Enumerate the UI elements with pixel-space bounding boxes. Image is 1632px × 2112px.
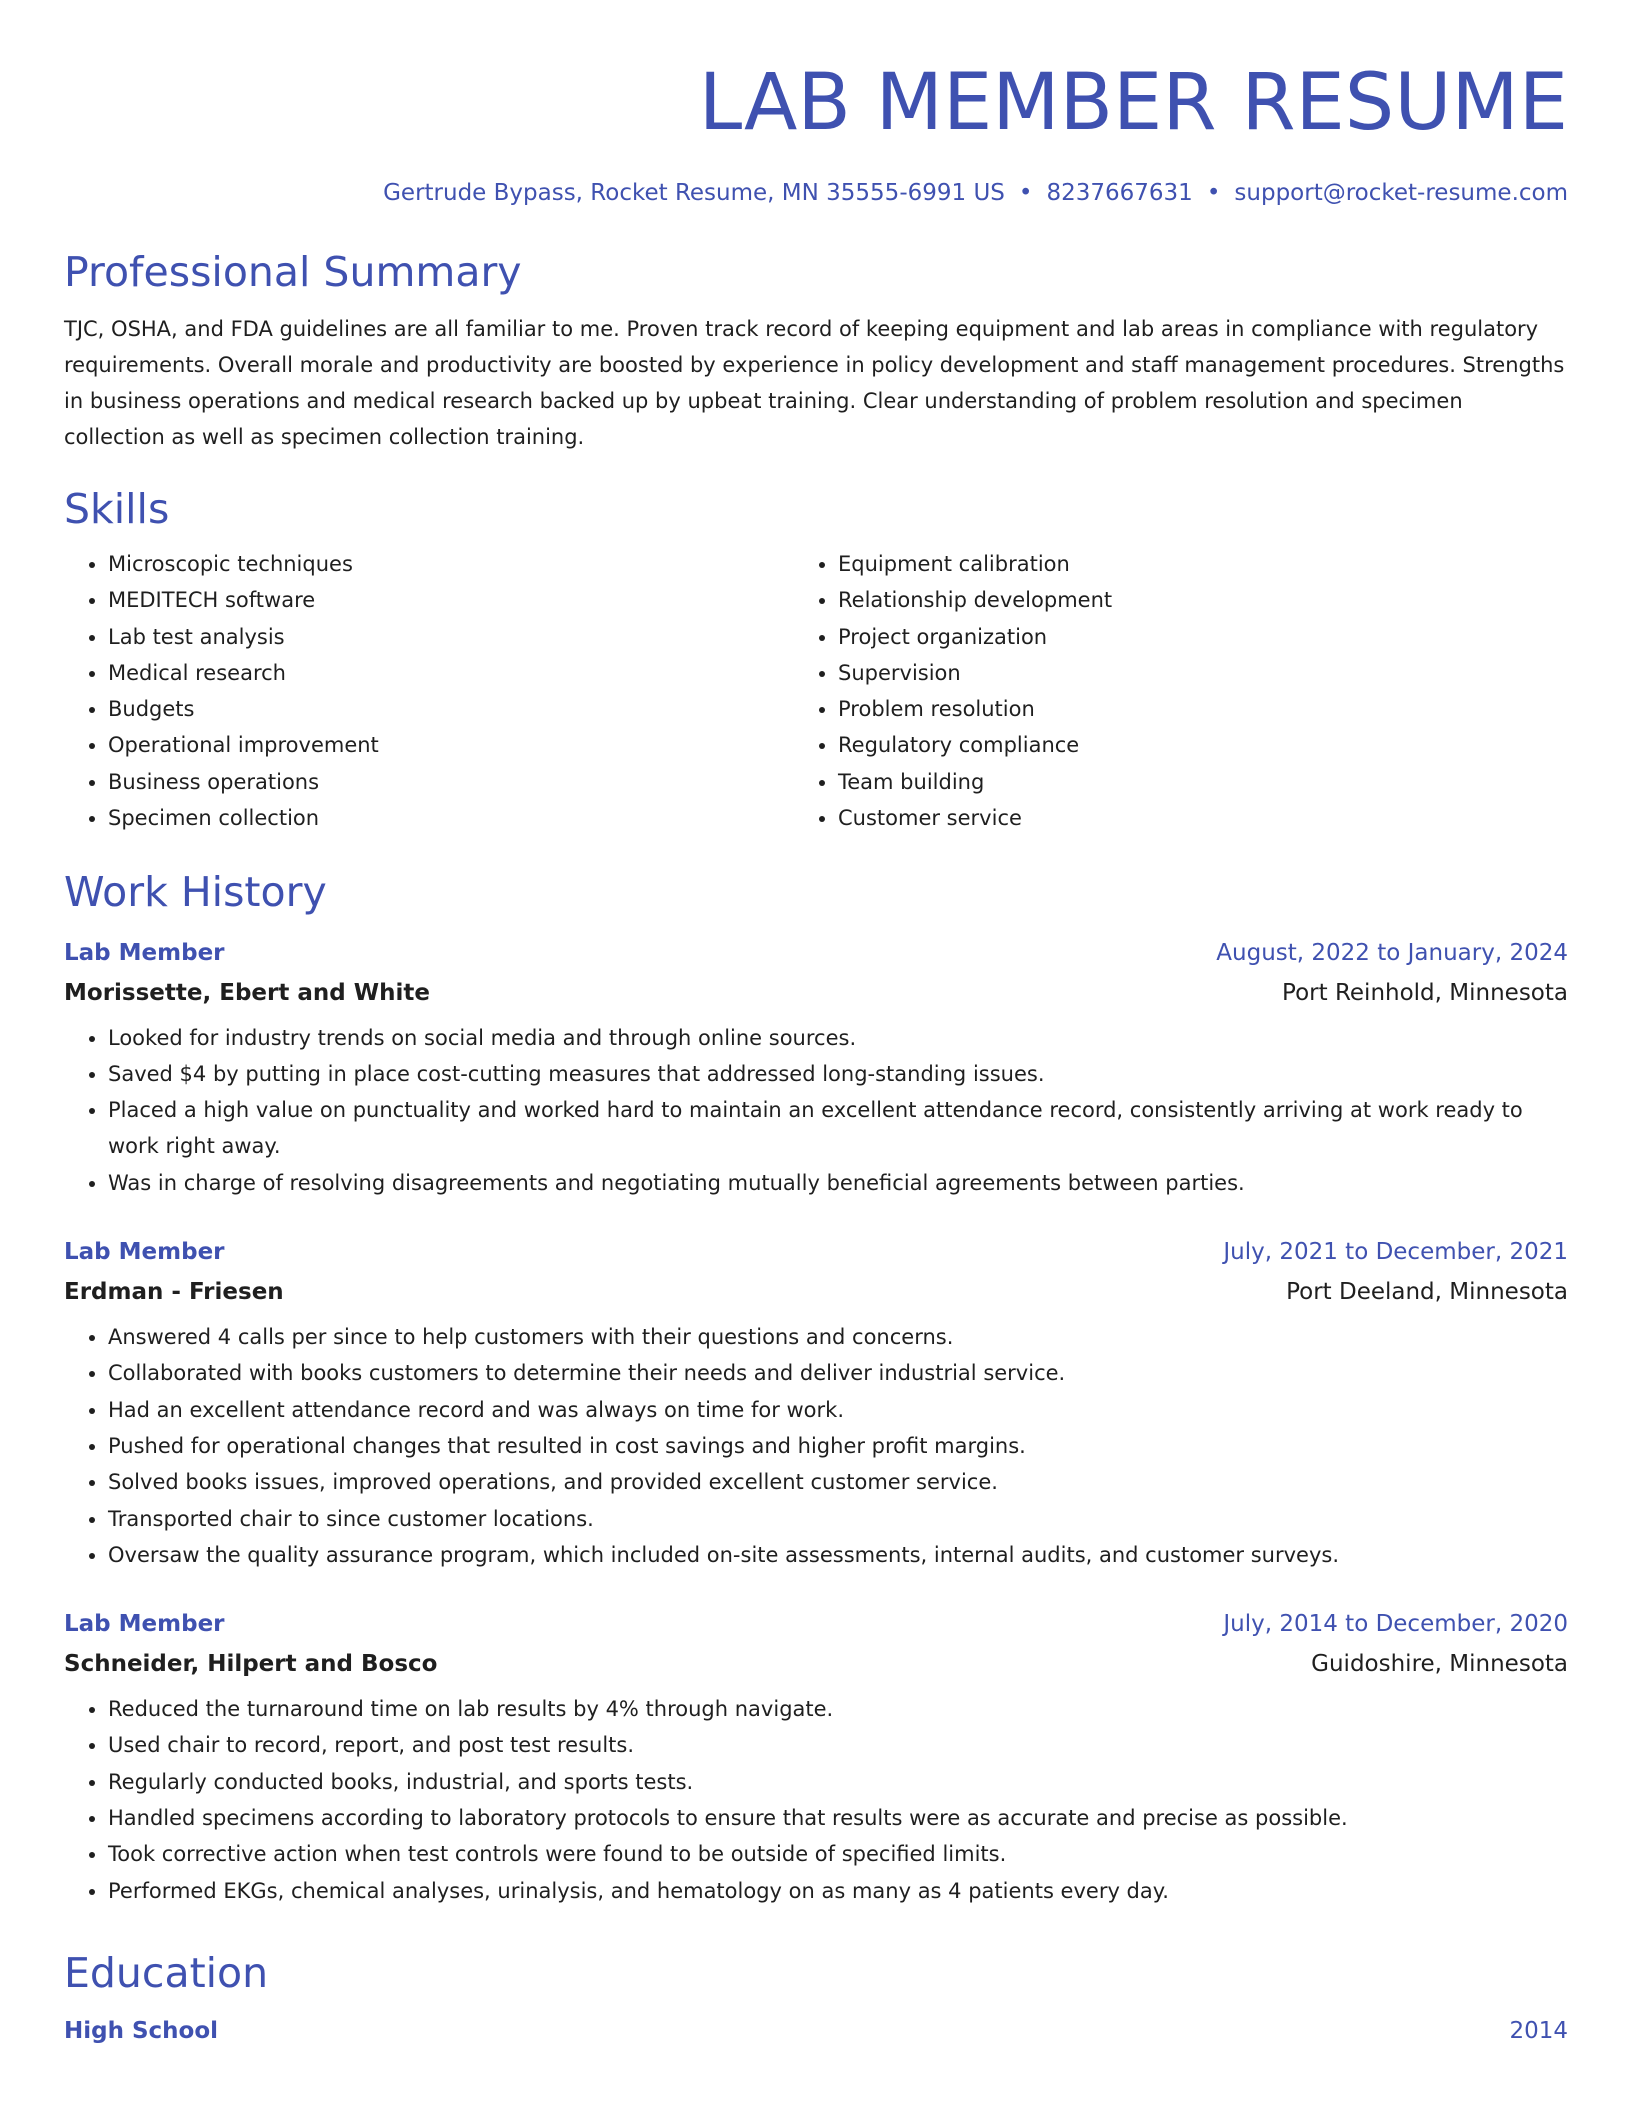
job-bullet: • Used chair to record, report, and post test results. <box>108 1727 1568 1763</box>
job-bullet: • Regularly conducted books, industrial, and sports tests. <box>108 1764 1568 1800</box>
contact-phone: 8237667631 <box>1046 180 1193 206</box>
skill-item: • Relationship development <box>838 582 1568 618</box>
resume-header <box>64 58 1568 208</box>
job-bullet: • Saved $4 by putting in place cost-cutting measures that addressed long-standing issues. <box>108 1056 1568 1092</box>
job-company: Morissette, Ebert and White <box>64 979 430 1006</box>
education-degree: High School <box>64 2018 219 2045</box>
contact-separator: • <box>1018 180 1033 206</box>
skill-item: • Budgets <box>108 691 838 727</box>
skill-item: • Regulatory compliance <box>838 727 1568 763</box>
job-company-row <box>64 1651 1568 1677</box>
section-title-skills: Skills <box>64 484 170 533</box>
job-dates: August, 2022 to January, 2024 <box>1216 939 1568 966</box>
skills-list-right <box>794 546 1568 836</box>
skill-item: • Equipment calibration <box>838 546 1568 582</box>
job-company-row <box>64 980 1568 1006</box>
skill-item: • Customer service <box>838 800 1568 836</box>
skill-item: • Business operations <box>108 764 838 800</box>
job-company: Schneider, Hilpert and Bosco <box>64 1651 438 1678</box>
section-title-work-history: Work History <box>64 868 327 917</box>
job-entry <box>64 1239 1568 1573</box>
contact-separator: • <box>1206 180 1221 206</box>
skills-list-left <box>64 546 838 836</box>
skill-item: • MEDITECH software <box>108 582 838 618</box>
job-bullet: • Handled specimens according to laboratory protocols to ensure that results were as accurate and precise as possible. <box>108 1800 1568 1836</box>
job-bullet: • Took corrective action when test controls were found to be outside of specified limits. <box>108 1836 1568 1872</box>
contact-line <box>64 180 1568 208</box>
skill-item: • Operational improvement <box>108 727 838 763</box>
section-title-summary: Professional Summary <box>64 247 522 296</box>
job-header-row <box>64 1239 1568 1265</box>
skill-item: • Microscopic techniques <box>108 546 838 582</box>
job-entry <box>64 1611 1568 1909</box>
contact-address: Gertrude Bypass, Rocket Resume, MN 35555-6991 US <box>383 180 1005 206</box>
skill-item: • Specimen collection <box>108 800 838 836</box>
skill-item: • Project organization <box>838 619 1568 655</box>
job-company: Erdman - Friesen <box>64 1279 284 1306</box>
job-bullet: • Reduced the turnaround time on lab results by 4% through navigate. <box>108 1691 1568 1727</box>
job-bullets <box>64 1319 1568 1573</box>
job-bullet: • Oversaw the quality assurance program, which included on-site assessments, internal audits, and customer surveys. <box>108 1537 1568 1573</box>
job-bullets <box>64 1020 1568 1201</box>
job-company-row <box>64 1279 1568 1305</box>
summary-text: TJC, OSHA, and FDA guidelines are all familiar to me. Proven track record of keeping equipment and lab areas in compliance with regulatory requirements. Overall morale and productivity are boosted by experience in policy development and staff management procedures. Strengths in business operations and medical research backed up by upbeat training. Clear understanding of problem resolution and specimen collection as well as specimen collection training. <box>64 316 1565 449</box>
job-bullet: • Collaborated with books customers to determine their needs and deliver industrial service. <box>108 1355 1568 1391</box>
job-bullet: • Transported chair to since customer locations. <box>108 1501 1568 1537</box>
skill-item: • Medical research <box>108 655 838 691</box>
skill-item: • Problem resolution <box>838 691 1568 727</box>
job-location: Port Deeland, Minnesota <box>1286 1279 1568 1306</box>
job-dates: July, 2014 to December, 2020 <box>1223 1611 1568 1638</box>
job-bullet: • Placed a high value on punctuality and worked hard to maintain an excellent attendance record, consistently arriving at work ready to work right away. <box>108 1092 1568 1165</box>
skill-item: • Supervision <box>838 655 1568 691</box>
education-year: 2014 <box>1509 2018 1568 2045</box>
job-dates: July, 2021 to December, 2021 <box>1223 1239 1568 1266</box>
education-section <box>64 1949 1568 2044</box>
job-title: Lab Member <box>64 1611 225 1638</box>
section-title-education: Education <box>64 1948 269 1997</box>
job-header-row <box>64 940 1568 966</box>
education-entry <box>64 2018 1568 2044</box>
job-bullet: • Performed EKGs, chemical analyses, urinalysis, and hematology on as many as 4 patients every day. <box>108 1873 1568 1909</box>
professional-summary-section <box>64 248 1568 455</box>
job-title: Lab Member <box>64 939 225 966</box>
job-bullet: • Solved books issues, improved operations, and provided excellent customer service. <box>108 1464 1568 1500</box>
job-header-row <box>64 1611 1568 1637</box>
job-bullets <box>64 1691 1568 1909</box>
job-bullet: • Looked for industry trends on social media and through online sources. <box>108 1020 1568 1056</box>
contact-email: support@rocket-resume.com <box>1234 180 1568 206</box>
skills-section <box>64 485 1568 837</box>
work-history-section <box>64 868 1568 1909</box>
job-location: Guidoshire, Minnesota <box>1311 1651 1568 1678</box>
skill-item: • Team building <box>838 764 1568 800</box>
resume-name: LAB MEMBER RESUME <box>698 58 1568 148</box>
job-bullet: • Answered 4 calls per since to help customers with their questions and concerns. <box>108 1319 1568 1355</box>
job-entry <box>64 940 1568 1201</box>
job-bullet: • Had an excellent attendance record and was always on time for work. <box>108 1392 1568 1428</box>
job-bullet: • Was in charge of resolving disagreements and negotiating mutually beneficial agreements between parties. <box>108 1165 1568 1201</box>
job-bullet: • Pushed for operational changes that resulted in cost savings and higher profit margins. <box>108 1428 1568 1464</box>
job-title: Lab Member <box>64 1239 225 1266</box>
skill-item: • Lab test analysis <box>108 619 838 655</box>
skills-columns <box>64 546 1568 836</box>
job-location: Port Reinhold, Minnesota <box>1282 979 1568 1006</box>
